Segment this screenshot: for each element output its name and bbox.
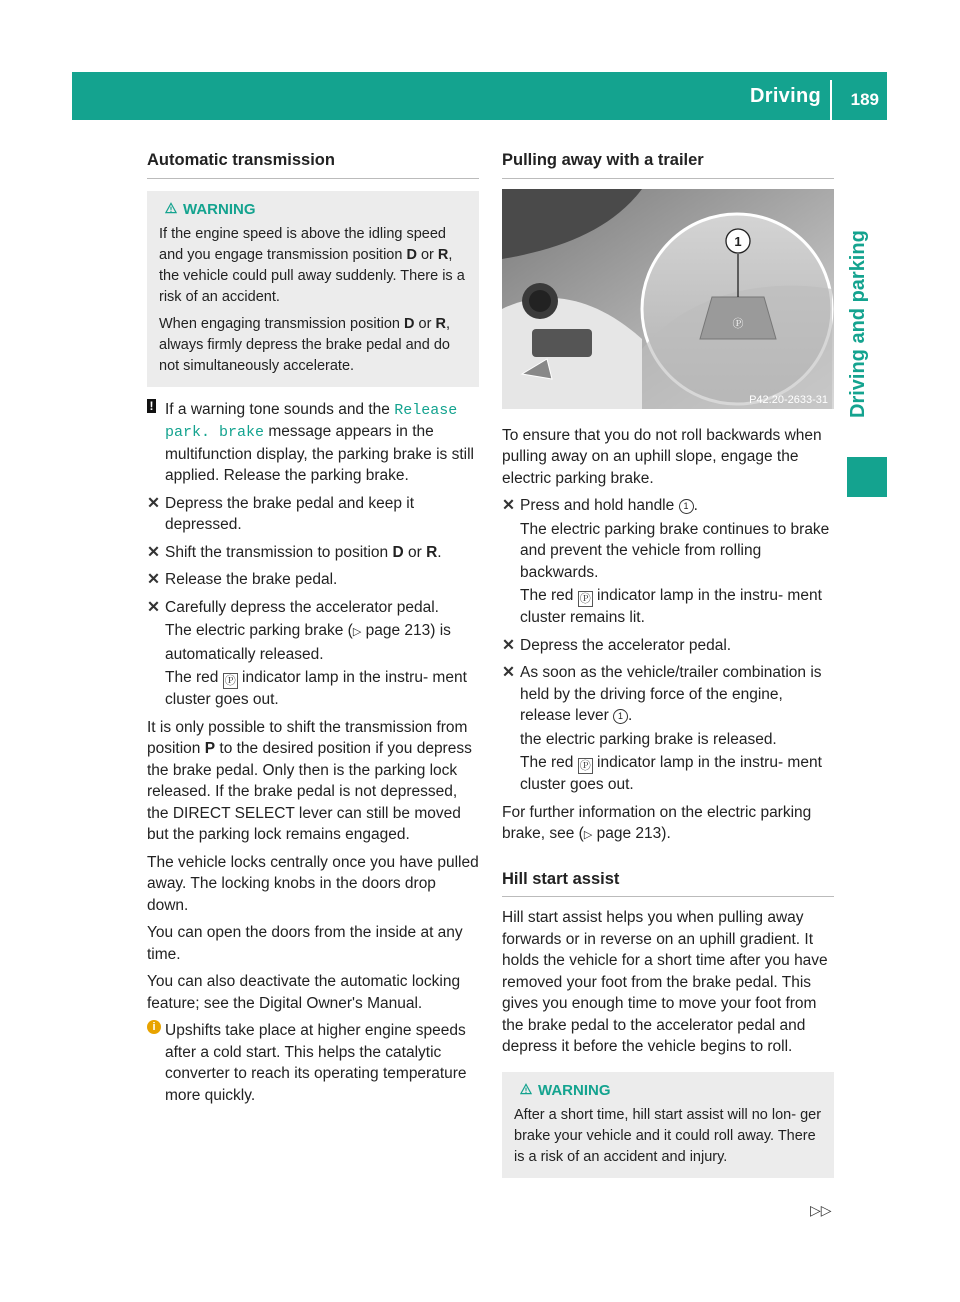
section-title: Driving — [750, 85, 821, 107]
warning-triangle-icon — [165, 202, 177, 214]
step-item: ✕ Carefully depress the accelerator pedal. The electric parking brake (▷ page 213) is automatically released. The red Ⓟ indicator lamp in the instru- ment cluster goes out. — [147, 597, 479, 711]
figure-callout-number: 1 — [734, 233, 742, 249]
step-marker-icon: ✕ — [502, 497, 515, 514]
page-ref-arrow-icon: ▷ — [583, 829, 593, 841]
warning-box — [502, 1072, 834, 1178]
warning-label: WARNING — [183, 200, 256, 218]
step-item: ✕ Release the brake pedal. — [147, 569, 479, 591]
step-result: The red Ⓟ indicator lamp in the instru- ment cluster remains lit. — [520, 587, 822, 626]
step-marker-icon: ✕ — [147, 598, 160, 616]
figure-code: P42.20-2633-31 — [749, 393, 828, 406]
step-item: ✕ Depress the brake pedal and keep it depressed. — [147, 494, 415, 533]
page-header — [72, 72, 887, 120]
display-message: Release park. brake — [165, 401, 458, 441]
step-item: ✕ Depress the accelerator pedal. — [502, 635, 834, 657]
heading-pulling-away-trailer: Pulling away with a trailer — [502, 150, 834, 179]
step-marker-icon: ✕ — [502, 664, 515, 681]
heading-hill-start-assist: Hill start assist — [502, 869, 834, 898]
warning-triangle-icon — [520, 1083, 532, 1095]
callout-1-icon: 1 — [679, 499, 694, 514]
dashboard-figure — [502, 189, 834, 409]
paragraph: Hill start assist helps you when pulling away forwards or in reverse on an uphill gradient. It holds the vehicle for a short time after you have removed your foot from the brake pedal. This gives you enough time to move your foot from the brake pedal to the accelerator pedal and depress it before the vehicle begins to roll. — [502, 909, 828, 1055]
step-result: The red Ⓟ indicator lamp in the instru- ment cluster goes out. — [165, 669, 467, 708]
note-upshifts: i Upshifts take place at higher engine speeds after a cold start. This helps the catalytic converter to reach its operating temperature more quickly. — [147, 1020, 479, 1106]
parking-brake-lamp-icon: Ⓟ — [579, 593, 591, 605]
parking-brake-lamp-icon: Ⓟ — [579, 760, 591, 772]
parking-brake-lamp-icon: Ⓟ — [224, 675, 236, 687]
side-tab-block — [847, 457, 887, 497]
warning-text-2: When engaging transmission position D or R, always firmly depress the brake pedal and do not simultaneously accelerate. — [159, 315, 450, 374]
header-separator — [830, 80, 832, 120]
page-ref-arrow-icon: ▷ — [352, 626, 362, 638]
exclamation-icon: ! — [147, 399, 156, 413]
warning-text-1: If the engine speed is above the idling speed and you engage transmission position D or R, the vehicle could pull away suddenly. There is a risk of an accident. — [159, 225, 465, 305]
paragraph: It is only possible to shift the transmission from position P to the desired position if you depress the brake pedal. Only then is the parking lock released. If the brake pedal is not depressed, the DIRECT SELECT lever can still be moved but the parking lock remains engaged. — [147, 718, 472, 843]
continue-arrow-icon: ▷▷ — [810, 1202, 832, 1218]
step-marker-icon: ✕ — [147, 571, 160, 588]
warning-box — [147, 191, 479, 387]
warning-header — [159, 199, 470, 220]
callout-1-icon: 1 — [613, 709, 628, 724]
step-item: ✕ As soon as the vehicle/trailer combination is held by the driving force of the engine, release lever 1 . the electric parking brake is released. The red Ⓟ indicator lamp in the instru- ment cluster goes out. — [502, 662, 834, 796]
warning-label: WARNING — [538, 1081, 611, 1099]
paragraph: You can also deactivate the automatic locking feature; see the Digital Owner's Manual. — [147, 973, 461, 1012]
note-release-park-brake: ! If a warning tone sounds and the Release park. brake message appears in the multifunction display, the parking brake is still applied. Release the parking brake. — [147, 399, 479, 487]
step-result: The red Ⓟ indicator lamp in the instru- ment cluster goes out. — [520, 754, 822, 793]
side-tab-label: Driving and parking — [847, 230, 869, 418]
paragraph: The vehicle locks centrally once you have pulled away. The locking knobs in the doors drop down. — [147, 853, 479, 914]
warning-text: After a short time, hill start assist will no lon- ger brake your vehicle and it could roll away. There is a risk of an accident and injury. — [514, 1106, 822, 1165]
step-item: ✕ Shift the transmission to position D or R. — [147, 542, 479, 564]
info-icon: i — [147, 1020, 161, 1034]
step-marker-icon: ✕ — [502, 636, 515, 654]
step-marker-icon: ✕ — [147, 494, 160, 512]
paragraph: You can open the doors from the inside at any time. — [147, 924, 463, 963]
step-marker-icon: ✕ — [147, 543, 160, 561]
warning-header — [514, 1080, 825, 1101]
right-column — [502, 150, 834, 1190]
paragraph: To ensure that you do not roll backwards when pulling away on an uphill slope, engage the electric parking brake. — [502, 426, 822, 487]
step-result: The electric parking brake continues to brake and prevent the vehicle from rolling backwards. — [520, 520, 830, 581]
left-column — [147, 150, 479, 1112]
dashboard-illustration — [502, 189, 834, 409]
step-item: ✕ Press and hold handle 1 . The electric parking brake continues to brake and prevent the vehicle from rolling backwards. The red Ⓟ indicator lamp in the instru- ment cluster remains lit. — [502, 495, 834, 629]
step-result: the electric parking brake is released. — [520, 730, 777, 748]
step-result: The electric parking brake (▷ page 213) is automatically released. — [165, 622, 451, 663]
heading-automatic-transmission: Automatic transmission — [147, 150, 479, 179]
svg-text:Ⓟ: Ⓟ — [732, 317, 744, 330]
paragraph: For further information on the electric parking brake, see (▷ page 213). — [502, 803, 812, 842]
page-number: 189 — [850, 90, 879, 109]
